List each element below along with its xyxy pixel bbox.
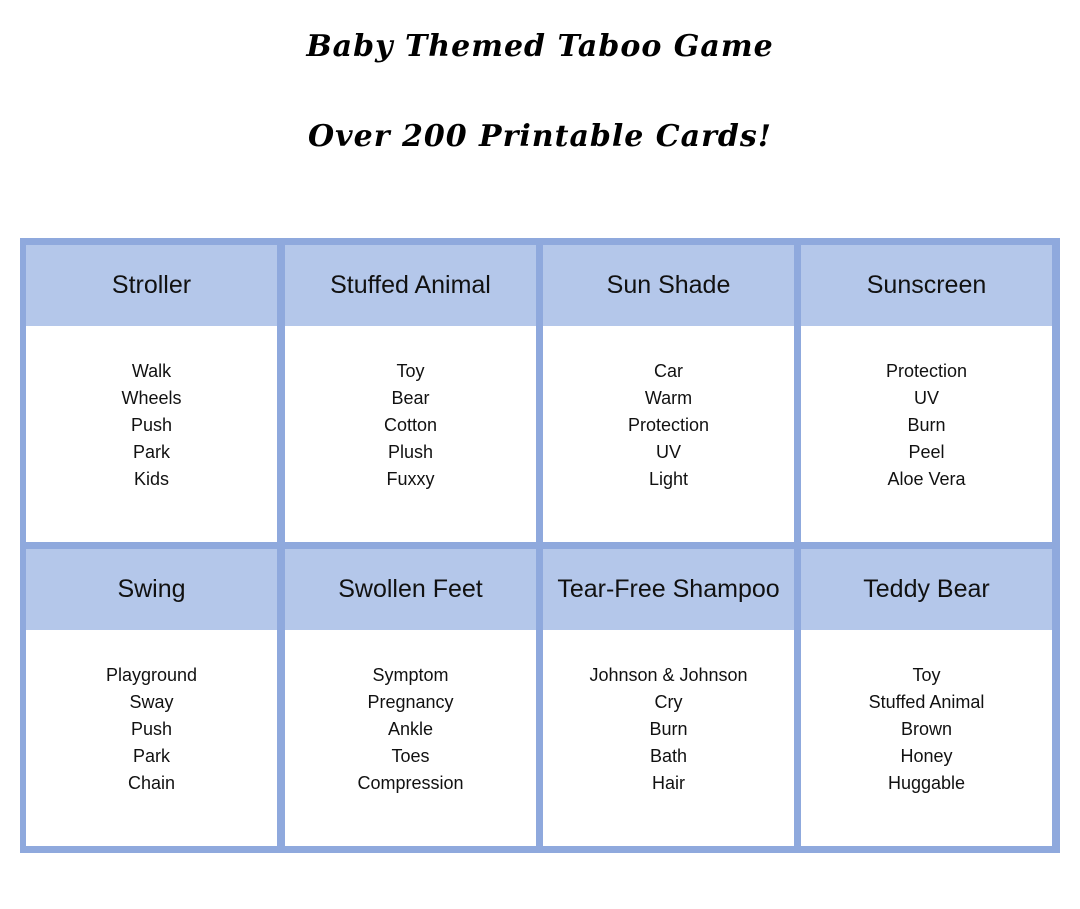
taboo-word-list	[285, 358, 536, 493]
taboo-word: Compression	[357, 773, 464, 793]
taboo-card	[543, 549, 794, 846]
taboo-word: Burn	[649, 719, 688, 739]
taboo-card-sheet	[20, 238, 1060, 853]
card-word: Swollen Feet	[285, 549, 536, 630]
taboo-word: Chain	[127, 773, 176, 793]
page-title-line-1: Baby Themed Taboo Game	[306, 29, 774, 64]
taboo-word: Car	[653, 361, 683, 381]
taboo-word: Johnson & Johnson	[589, 665, 748, 685]
taboo-word-list	[543, 358, 794, 493]
taboo-word: Wheels	[121, 388, 182, 408]
taboo-word: Fuxxy	[386, 469, 435, 489]
taboo-word: Push	[130, 415, 173, 435]
taboo-word: Symptom	[372, 665, 449, 685]
taboo-word: Huggable	[887, 773, 966, 793]
taboo-word: Toy	[396, 361, 425, 381]
taboo-word: Peel	[908, 442, 945, 462]
taboo-word: Bath	[649, 746, 688, 766]
taboo-word: UV	[913, 388, 939, 408]
taboo-word: Toes	[391, 746, 430, 766]
taboo-word: UV	[655, 442, 681, 462]
taboo-card	[26, 549, 277, 846]
taboo-word: Walk	[131, 361, 172, 381]
taboo-word: Cotton	[383, 415, 438, 435]
taboo-word: Protection	[627, 415, 710, 435]
taboo-word: Hair	[651, 773, 685, 793]
taboo-word: Aloe Vera	[887, 469, 966, 489]
taboo-word-list	[543, 662, 794, 797]
taboo-word-list	[801, 662, 1052, 797]
taboo-word: Pregnancy	[367, 692, 454, 712]
taboo-card	[801, 549, 1052, 846]
taboo-card	[801, 245, 1052, 542]
card-word: Sun Shade	[543, 245, 794, 326]
taboo-word: Protection	[885, 361, 968, 381]
taboo-word: Plush	[387, 442, 434, 462]
taboo-card	[285, 549, 536, 846]
taboo-word: Toy	[912, 665, 941, 685]
card-word: Tear-Free Shampoo	[543, 549, 794, 630]
taboo-word-list	[26, 662, 277, 797]
taboo-word-list	[801, 358, 1052, 493]
taboo-word: Sway	[129, 692, 174, 712]
taboo-word-list	[285, 662, 536, 797]
taboo-word: Ankle	[387, 719, 434, 739]
taboo-word: Burn	[907, 415, 946, 435]
taboo-word: Bear	[391, 388, 430, 408]
card-word: Sunscreen	[801, 245, 1052, 326]
card-word: Teddy Bear	[801, 549, 1052, 630]
card-word: Swing	[26, 549, 277, 630]
taboo-word: Kids	[133, 469, 169, 489]
taboo-word: Push	[130, 719, 173, 739]
taboo-word: Park	[132, 442, 170, 462]
taboo-word: Honey	[900, 746, 953, 766]
taboo-card	[26, 245, 277, 542]
taboo-word: Warm	[644, 388, 693, 408]
taboo-word: Playground	[105, 665, 198, 685]
card-word: Stuffed Animal	[285, 245, 536, 326]
taboo-word: Light	[648, 469, 689, 489]
taboo-card	[285, 245, 536, 542]
taboo-word: Brown	[900, 719, 953, 739]
taboo-word: Park	[132, 746, 170, 766]
taboo-card	[543, 245, 794, 542]
taboo-word: Stuffed Animal	[868, 692, 985, 712]
taboo-word: Cry	[654, 692, 683, 712]
taboo-word-list	[26, 358, 277, 493]
page-title-line-2: Over 200 Printable Cards!	[308, 119, 772, 154]
card-word: Stroller	[26, 245, 277, 326]
